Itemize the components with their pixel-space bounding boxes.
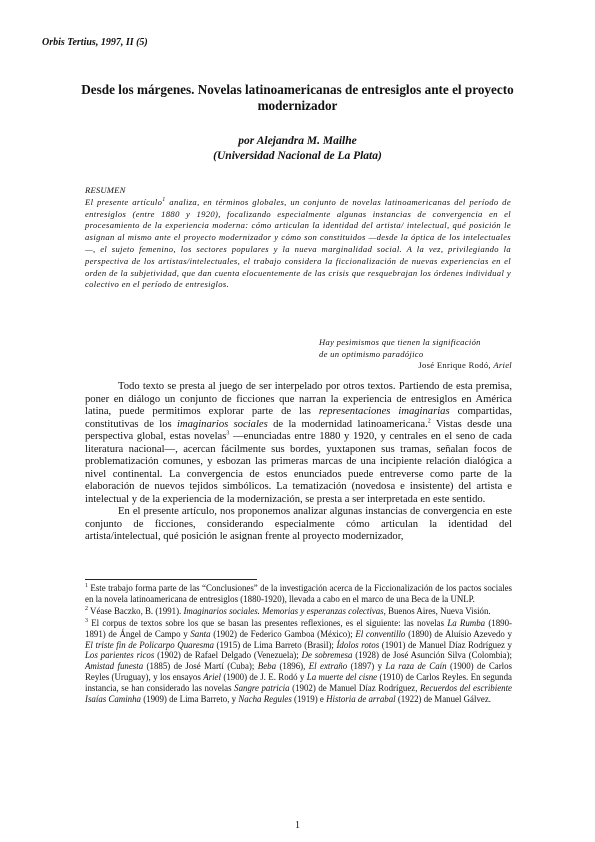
footnote-text: Véase Baczko, B. (1991). bbox=[88, 605, 184, 616]
footnote-text: (1900) de Carlos Reyles (Uruguay), y los ensayos bbox=[85, 661, 513, 683]
abstract-heading: RESUMEN bbox=[85, 185, 126, 195]
footnote-text: El corpus de textos sobre los que se basan las presentes reflexiones, es el siguiente: las novelas bbox=[88, 617, 448, 628]
footnote-text: (1890-1891) de Ángel de Campo y bbox=[85, 617, 512, 639]
work-title: Beba bbox=[257, 661, 277, 672]
work-title: Nacha Regules bbox=[238, 694, 292, 705]
footnote-ref-1[interactable]: 1 bbox=[162, 196, 166, 203]
footnote-text: (1902) de Federico Gamboa (México); bbox=[210, 628, 356, 639]
abstract-text-rest: analiza, en términos globales, un conjunto de novelas latinoamericanas del período de entresiglos (entre 1880 y 1920), focalizando especialmente algunas instancias de convergencia en el procesamiento de la experiencia moderna: cómo articulan la identidad del artista/ intelectual, qué posición le asignan al mismo ante el proyecto modernizador y cómo son constituidos —desde la óptica de los intelectuales—, el sujeto femenino, los sectores populares y la nueva marginalidad social. A la vez, privilegiando la perspectiva de los artistas/intelectuales, el trabajo considera la ficcionalización de nuevas experiencias en el orden de la subjetividad, que dan cuenta elocuentemente de las crisis que resquebrajan los órdenes individual y colectivo en el período de entresiglos. bbox=[85, 196, 511, 290]
work-title: El triste fin de Policarpo Quaresma bbox=[85, 639, 214, 650]
footnote-text: (1901) de Manuel Díaz Rodríguez y bbox=[379, 639, 512, 650]
footnote-text: (1922) de Manuel Gálvez. bbox=[395, 694, 491, 705]
work-title: Santa bbox=[190, 628, 211, 639]
footnote-separator bbox=[85, 579, 257, 580]
article-title: Desde los márgenes. Novelas latinoamericanas de entresiglos ante el proyecto modernizador bbox=[81, 82, 514, 113]
footnote-text: (1928) de José Asunción Silva (Colombia); bbox=[352, 650, 513, 661]
body-text bbox=[85, 381, 512, 544]
work-title: Ídolos rotos bbox=[336, 639, 380, 650]
footnote-text: (1890) de Aluísio Azevedo y bbox=[405, 628, 512, 639]
footnote-text: (1902) de Manuel Díaz Rodríguez, bbox=[289, 683, 420, 694]
work-title: La raza de Caín bbox=[385, 661, 447, 672]
footnote-number: 2 bbox=[85, 605, 88, 612]
text-run: de la modernidad latinoamericana. bbox=[267, 418, 428, 430]
text-run: Todo texto se presta al juego de ser interpelado por otros textos. Partiendo de esta premisa, poner en diálogo un conjunto de ficciones que narran la experiencia de entresiglos en América latina, puede permitimos explorar parte de las bbox=[85, 381, 512, 417]
footnote-ref-3[interactable]: 3 bbox=[226, 430, 230, 437]
epigraph bbox=[319, 337, 512, 372]
footnote-text: (1902) de Rafael Delgado (Venezuela); bbox=[154, 650, 302, 661]
work-title: Sangre patricia bbox=[234, 683, 290, 694]
epigraph-work: Ariel bbox=[493, 360, 512, 370]
footnote-text: , Buenos Aires, Nueva Visión. bbox=[383, 605, 491, 616]
abstract-block bbox=[85, 185, 511, 291]
footnote-2 bbox=[85, 606, 512, 617]
journal-header: Orbis Tertius, 1997, II (5) bbox=[42, 37, 148, 48]
footnote-ref-2[interactable]: 2 bbox=[427, 417, 431, 424]
footnote-text: (1897) y bbox=[347, 661, 386, 672]
text-run: —enunciadas entre 1880 y 1920, y centrales en el seno de cada literatura nacional—, acercan fácilmente sus bordes, yuxtaponen sus tramas, señalan focos de problematización comunes, y esbozan las primeras marcas de una incipiente relación dialógica a nivel continental. La convergencia de estos enunciados puede entreverse como parte de la elaboración de nuevos tejidos simbólicos. La tematización (novedosa e insistente) del artista e intelectual y de la experiencia de la modernización, se presta a ser interpretada en este sentido. bbox=[85, 431, 512, 505]
body-paragraph-1 bbox=[85, 381, 512, 506]
work-title: Recuerdos del escribiente Isaías Caminha bbox=[85, 683, 512, 705]
footnote-text: (1909) de Lima Barreto, y bbox=[140, 694, 239, 705]
work-title: El extraño bbox=[308, 661, 348, 672]
work-title: Historia de arrabal bbox=[326, 694, 396, 705]
text-run: Vistas desde una perspectiva global, estas novelas bbox=[85, 418, 512, 442]
footnote-1 bbox=[85, 583, 512, 605]
footnote-text: (1900) de J. E. Rodó y bbox=[220, 672, 307, 683]
page-number: 1 bbox=[295, 820, 300, 831]
epigraph-author: José Enrique Rodó, bbox=[418, 360, 494, 370]
author-affiliation: (Universidad Nacional de La Plata) bbox=[213, 150, 382, 162]
epigraph-quote-line-2: de un optimismo paradójico bbox=[319, 348, 424, 359]
abstract-text-start: El presente artículo bbox=[85, 196, 163, 207]
epigraph-quote-line-1: Hay pesimismos que tienen la significación bbox=[319, 337, 481, 347]
footnotes bbox=[85, 583, 512, 706]
footnote-number: 1 bbox=[85, 583, 88, 590]
text-run: compartidas, constitutivas de los bbox=[85, 406, 512, 430]
footnote-text: (1910) de Carlos Reyles. En segunda instancia, se han considerado las novelas bbox=[85, 672, 512, 694]
footnote-text: (1919) e bbox=[291, 694, 327, 705]
footnote-text: Este trabajo forma parte de las “Conclusiones” de la investigación acerca de la Ficcionalización de los pactos sociales en la novela latinoamericana de entresiglos (1880-1920), llevada a cabo en el marco de una Beca de la UNLP. bbox=[85, 583, 512, 604]
body-paragraph-2: En el presente artículo, nos proponemos analizar algunas instancias de convergencia en este conjunto de ficciones, considerando especialmente cómo articulan la identidad del artista/intelectual, qué posición le asignan frente al proyecto modernizador, bbox=[85, 506, 512, 542]
work-title: Ariel bbox=[203, 672, 221, 683]
work-title: La muerte del cisne bbox=[306, 672, 378, 683]
italic-run: representaciones imaginarias bbox=[318, 406, 450, 417]
abstract-text bbox=[85, 197, 511, 291]
author-block bbox=[0, 134, 595, 164]
footnote-text: (1885) de José Martí (Cuba); bbox=[143, 661, 258, 672]
work-title: Amistad funesta bbox=[85, 661, 144, 672]
footnote-number: 3 bbox=[85, 617, 88, 624]
epigraph-source bbox=[319, 360, 512, 372]
work-title: De sobremesa bbox=[301, 650, 353, 661]
work-title: El conventillo bbox=[355, 628, 406, 639]
footnote-3 bbox=[85, 618, 512, 705]
footnote-italic: Imaginarios sociales. Memorias y esperanzas colectivas bbox=[183, 605, 384, 616]
work-title: La Rumba bbox=[447, 617, 486, 628]
work-title: Los parientes ricos bbox=[85, 650, 155, 661]
author-name: por Alejandra M. Mailhe bbox=[238, 135, 357, 147]
italic-run: imaginarios sociales bbox=[177, 418, 268, 430]
footnote-text: (1896), bbox=[276, 661, 309, 672]
footnote-text: (1915) de Lima Barreto (Brasil); bbox=[213, 639, 337, 650]
